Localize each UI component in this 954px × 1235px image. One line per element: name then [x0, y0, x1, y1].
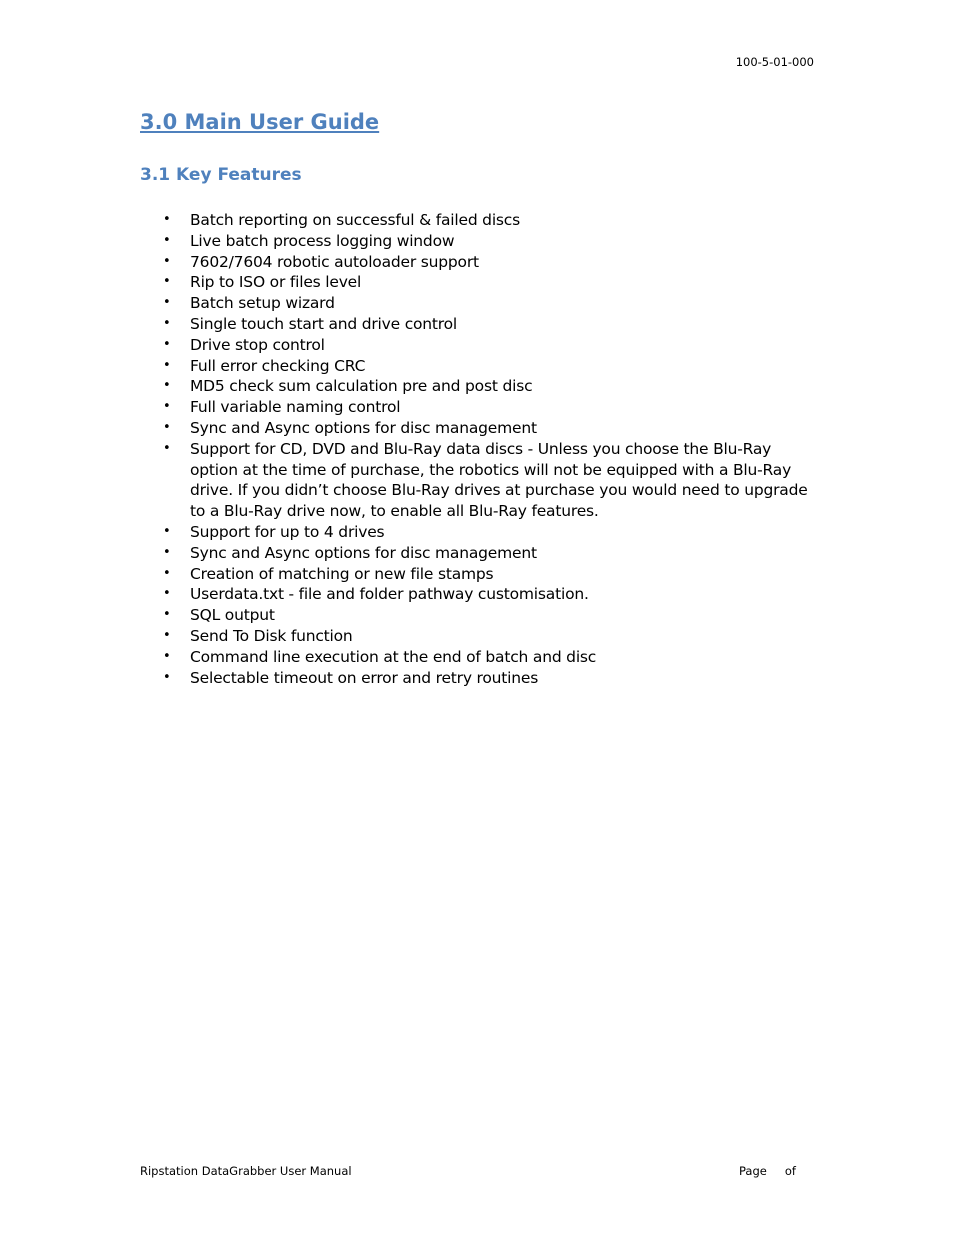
footer-of-label: of	[784, 1164, 796, 1178]
footer-title: Ripstation DataGrabber User Manual	[140, 1164, 352, 1178]
bullet-icon: •	[163, 253, 171, 269]
feature-item	[140, 564, 820, 585]
feature-text: 7602/7604 robotic autoloader support	[190, 252, 479, 271]
feature-text: Send To Disk function	[190, 626, 353, 645]
feature-item	[140, 584, 820, 605]
document-number: 100-5-01-000	[735, 55, 814, 69]
feature-text: Batch setup wizard	[190, 294, 335, 313]
bullet-icon: •	[163, 419, 171, 435]
bullet-icon: •	[163, 586, 171, 602]
feature-item	[140, 439, 820, 522]
feature-text: Full variable naming control	[190, 398, 401, 417]
bullet-icon: •	[163, 295, 171, 311]
footer-page-label: Page	[739, 1164, 767, 1178]
feature-text: Batch reporting on successful & failed discs	[190, 211, 520, 229]
feature-item	[140, 231, 820, 252]
feature-item	[140, 356, 820, 377]
feature-item	[140, 293, 820, 314]
feature-text: SQL output	[190, 606, 275, 625]
feature-item	[140, 376, 820, 397]
bullet-icon: •	[163, 212, 171, 227]
feature-text: Command line execution at the end of batch and disc	[190, 647, 597, 666]
feature-text: Drive stop control	[190, 335, 325, 354]
feature-text: Single touch start and drive control	[190, 314, 458, 333]
feature-text: Rip to ISO or files level	[190, 273, 362, 292]
bullet-icon: •	[163, 627, 171, 643]
bullet-icon: •	[163, 544, 171, 560]
feature-item	[140, 210, 820, 231]
feature-item	[140, 543, 820, 564]
section-heading: 3.1 Key Features	[140, 165, 302, 185]
feature-text: Full error checking CRC	[190, 356, 366, 375]
feature-item	[140, 668, 820, 689]
feature-item	[140, 626, 820, 647]
feature-text: Userdata.txt - file and folder pathway customisation.	[190, 585, 589, 604]
bullet-icon: •	[163, 399, 171, 415]
feature-item	[140, 522, 820, 543]
feature-text: Selectable timeout on error and retry routines	[190, 668, 539, 687]
feature-text: Support for CD, DVD and Blu-Ray data discs - Unless you choose the Blu-Ray option at the time of purchase, the robotics will not be equipped with a Blu-Ray drive. If you didn’t choose Blu-Ray drives at purchase you would need to upgrade to a Blu-Ray drive now, to enable all Blu-Ray features.	[190, 439, 808, 521]
feature-text: Creation of matching or new file stamps	[190, 564, 494, 583]
bullet-icon: •	[163, 648, 171, 664]
feature-item	[140, 252, 820, 273]
feature-text: Sync and Async options for disc management	[190, 543, 537, 562]
bullet-icon: •	[163, 565, 171, 581]
main-heading: 3.0 Main User Guide	[140, 110, 380, 134]
feature-item	[140, 314, 820, 335]
footer-page-number	[739, 1164, 796, 1178]
bullet-icon: •	[163, 669, 171, 685]
bullet-icon: •	[163, 523, 171, 539]
feature-list	[140, 210, 820, 688]
bullet-icon: •	[163, 336, 171, 352]
feature-item	[140, 605, 820, 626]
bullet-icon: •	[163, 315, 171, 331]
bullet-icon: •	[163, 357, 171, 373]
feature-item	[140, 647, 820, 668]
bullet-icon: •	[163, 440, 171, 456]
bullet-icon: •	[163, 378, 171, 394]
feature-text: Live batch process logging window	[190, 231, 455, 250]
feature-item	[140, 397, 820, 418]
bullet-icon: •	[163, 232, 171, 248]
feature-item	[140, 418, 820, 439]
feature-item	[140, 272, 820, 293]
feature-text: Sync and Async options for disc management	[190, 418, 537, 437]
feature-text: MD5 check sum calculation pre and post disc	[190, 377, 533, 396]
bullet-icon: •	[163, 274, 171, 290]
bullet-icon: •	[163, 607, 171, 623]
feature-item	[140, 335, 820, 356]
feature-text: Support for up to 4 drives	[190, 522, 385, 541]
